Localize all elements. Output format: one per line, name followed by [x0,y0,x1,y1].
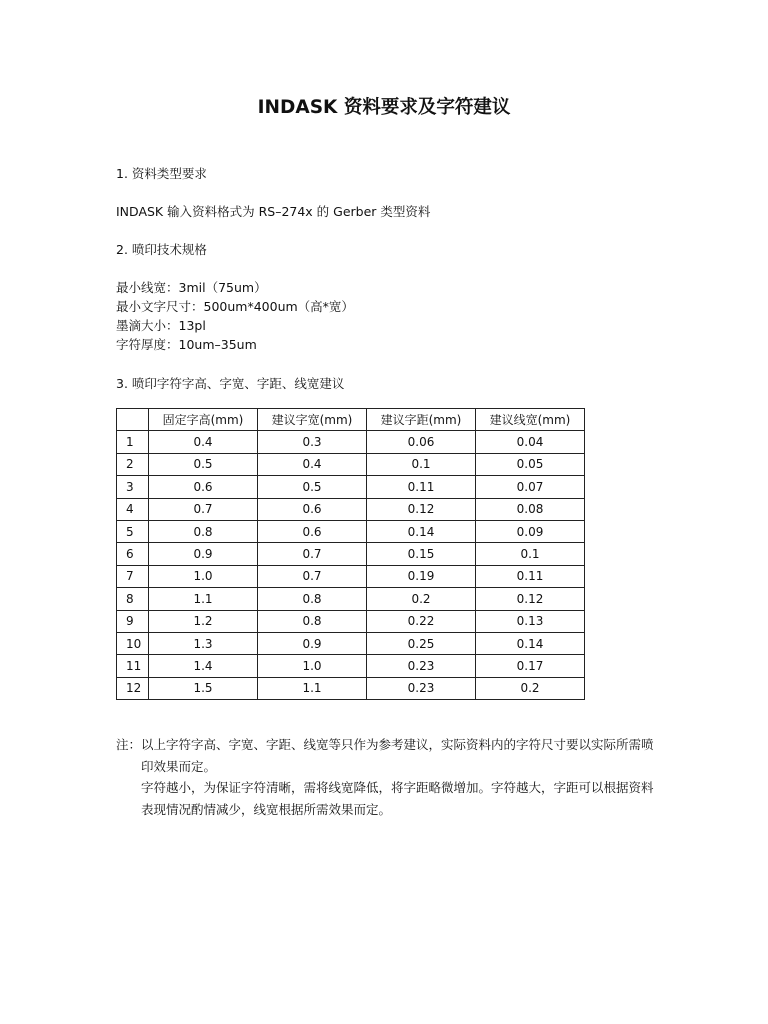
table-row [117,610,585,632]
table-cell: 0.9 [149,543,258,565]
section3-heading: 3. 喷印字符字高、字宽、字距、线宽建议 [116,376,345,391]
table-cell: 1.5 [149,677,258,699]
table-cell: 0.7 [258,565,367,587]
table-cell: 0.22 [367,610,476,632]
row-index-cell: 8 [117,588,149,610]
table-cell: 0.7 [258,543,367,565]
table-cell: 0.04 [476,431,585,453]
table-cell: 0.2 [476,677,585,699]
note-paragraph: 以上字符字高、字宽、字距、线宽等只作为参考建议，实际资料内的字符尺寸要以实际所需喷印效果而定。 [141,737,654,774]
table-row [117,543,585,565]
table-cell: 0.6 [258,498,367,520]
table-cell: 0.05 [476,453,585,475]
table-cell: 0.9 [258,632,367,654]
row-index-cell: 7 [117,565,149,587]
table-cell: 1.4 [149,655,258,677]
table-row [117,453,585,475]
table-cell: 0.5 [149,453,258,475]
table-cell: 0.5 [258,476,367,498]
page-title: INDASK 资料要求及字符建议 [257,97,511,118]
table-cell: 0.15 [367,543,476,565]
spec-char-thickness: 字符厚度：10um–35um [116,337,257,352]
table-cell: 0.4 [258,453,367,475]
row-index-cell: 1 [117,431,149,453]
table-cell: 0.11 [367,476,476,498]
table-cell: 1.0 [258,655,367,677]
table-cell: 0.3 [258,431,367,453]
table-cell: 0.1 [476,543,585,565]
note-paragraph: 字符越小，为保证字符清晰，需将线宽降低，将字距略微增加。字符越大，字距可以根据资料表现情况酌情减少，线宽根据所需效果而定。 [141,780,654,817]
table-cell: 0.08 [476,498,585,520]
row-index-cell: 3 [117,476,149,498]
character-spec-table [116,408,585,700]
table-cell: 0.7 [149,498,258,520]
table-header-cell [117,409,149,431]
table-row [117,498,585,520]
table-cell: 0.14 [476,632,585,654]
table-header-cell: 建议线宽(mm) [476,409,585,431]
table-row [117,565,585,587]
spec-min-text-size: 最小文字尺寸：500um*400um（高*宽） [116,299,354,314]
table-row [117,588,585,610]
table-cell: 0.8 [258,610,367,632]
table-row [117,677,585,699]
table-cell: 1.3 [149,632,258,654]
table-cell: 0.23 [367,677,476,699]
table-cell: 0.1 [367,453,476,475]
table-cell: 0.19 [367,565,476,587]
table-header-cell: 建议字距(mm) [367,409,476,431]
row-index-cell: 10 [117,632,149,654]
table-row [117,476,585,498]
table-cell: 0.2 [367,588,476,610]
table-cell: 0.12 [367,498,476,520]
spec-min-line-width: 最小线宽：3mil（75um） [116,280,267,295]
table-cell: 0.6 [149,476,258,498]
table-cell: 1.1 [149,588,258,610]
table-cell: 1.2 [149,610,258,632]
table-header-cell: 固定字高(mm) [149,409,258,431]
section1-heading: 1. 资料类型要求 [116,166,207,181]
table-row [117,431,585,453]
table-cell: 0.07 [476,476,585,498]
row-index-cell: 11 [117,655,149,677]
row-index-cell: 6 [117,543,149,565]
table-cell: 0.13 [476,610,585,632]
spec-drop-size: 墨滴大小：13pl [116,318,206,333]
row-index-cell: 2 [117,453,149,475]
table-cell: 0.09 [476,520,585,542]
table-cell: 0.14 [367,520,476,542]
table-cell: 0.8 [149,520,258,542]
table-cell: 0.8 [258,588,367,610]
table-cell: 0.17 [476,655,585,677]
table-cell: 0.12 [476,588,585,610]
table-cell: 0.4 [149,431,258,453]
note-label: 注： [116,737,142,752]
table-row [117,655,585,677]
row-index-cell: 5 [117,520,149,542]
table-header-row [117,409,585,431]
row-index-cell: 12 [117,677,149,699]
table-row [117,520,585,542]
row-index-cell: 4 [117,498,149,520]
table-cell: 1.1 [258,677,367,699]
section1-text: INDASK 输入资料格式为 RS–274x 的 Gerber 类型资料 [116,204,431,219]
table-row [117,632,585,654]
table-header-cell: 建议字宽(mm) [258,409,367,431]
table-cell: 0.25 [367,632,476,654]
note-block [116,734,661,820]
table-cell: 0.23 [367,655,476,677]
row-index-cell: 9 [117,610,149,632]
table-body [117,431,585,700]
table-cell: 0.11 [476,565,585,587]
table-cell: 1.0 [149,565,258,587]
table-cell: 0.6 [258,520,367,542]
section2-heading: 2. 喷印技术规格 [116,242,207,257]
table-cell: 0.06 [367,431,476,453]
